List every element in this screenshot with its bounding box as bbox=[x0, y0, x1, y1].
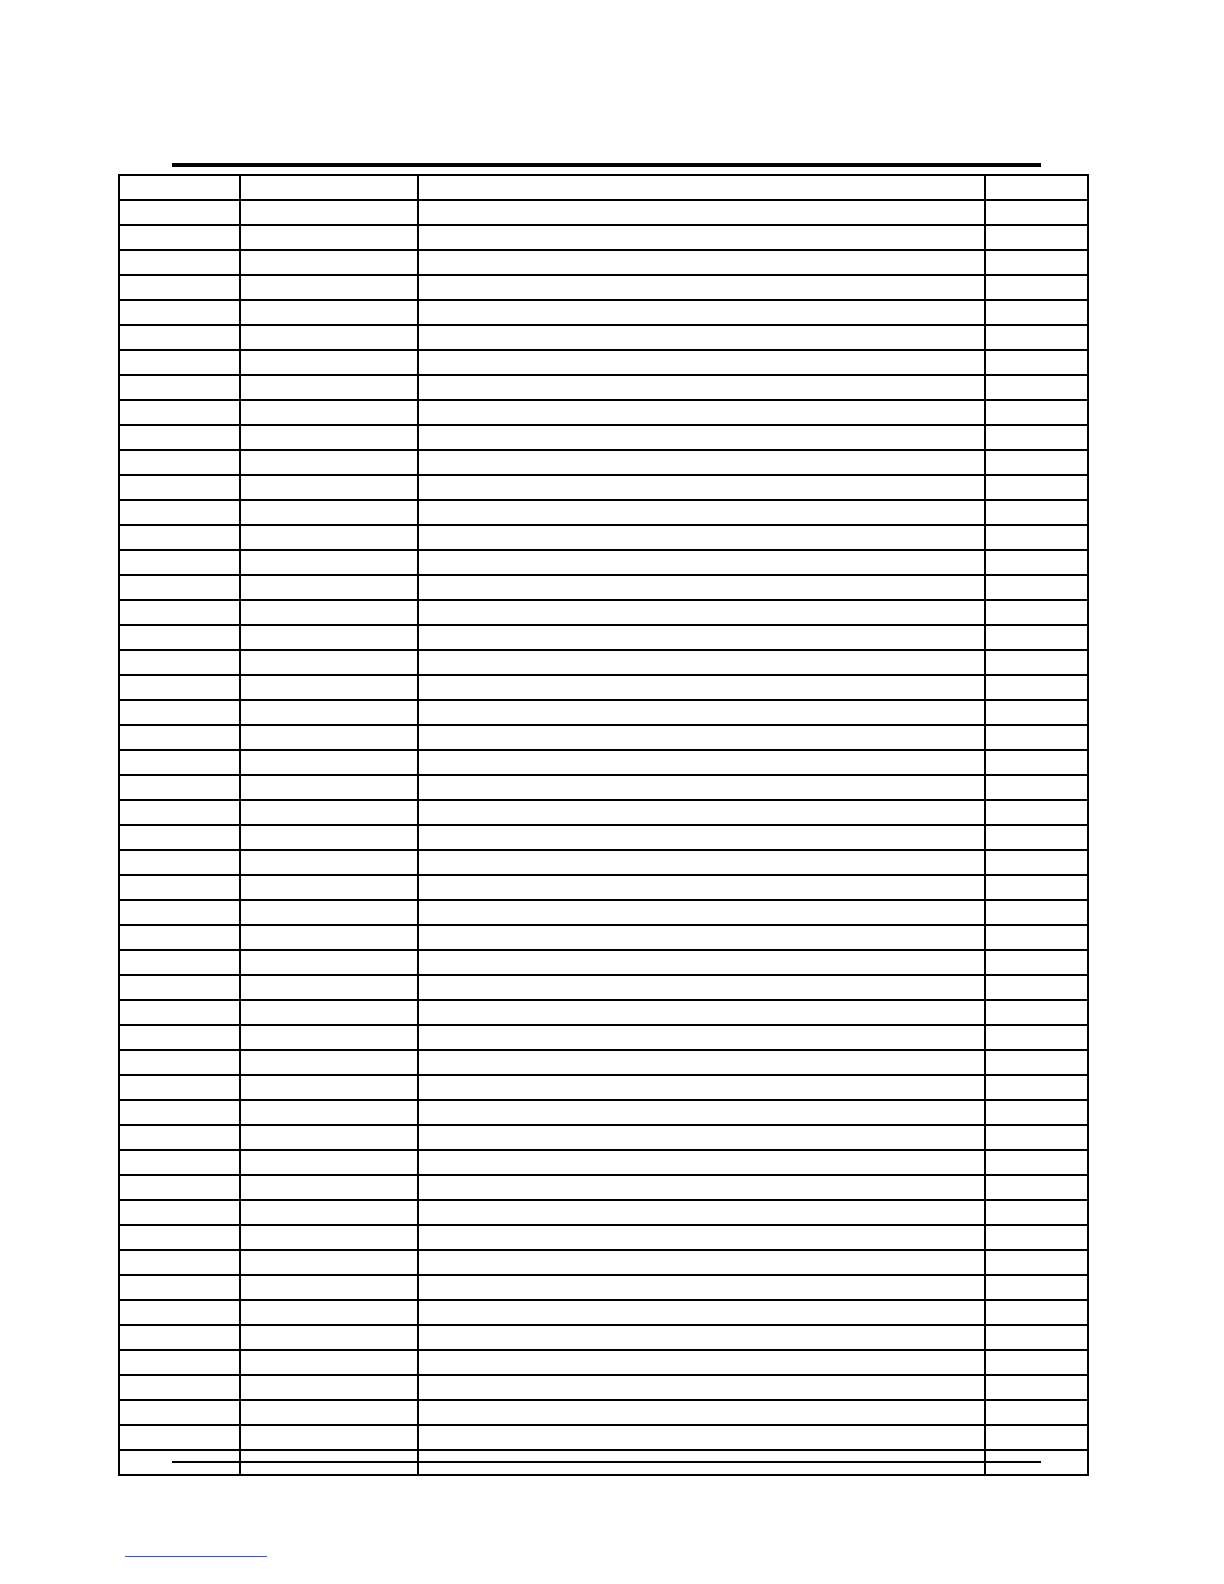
table-cell bbox=[985, 1150, 1088, 1175]
table-cell bbox=[418, 1175, 985, 1200]
table-cell bbox=[418, 175, 985, 200]
table-cell bbox=[119, 1050, 240, 1075]
table-row bbox=[119, 625, 1088, 650]
table-cell bbox=[119, 725, 240, 750]
table-row bbox=[119, 1375, 1088, 1400]
table-row bbox=[119, 700, 1088, 725]
table-cell bbox=[985, 875, 1088, 900]
table-row bbox=[119, 900, 1088, 925]
table-cell bbox=[985, 650, 1088, 675]
table-cell bbox=[418, 800, 985, 825]
table-cell bbox=[985, 1025, 1088, 1050]
table-cell bbox=[418, 425, 985, 450]
table-cell bbox=[985, 1375, 1088, 1400]
table-cell bbox=[119, 250, 240, 275]
table-cell bbox=[240, 975, 418, 1000]
table-cell bbox=[119, 200, 240, 225]
table-cell bbox=[240, 1150, 418, 1175]
table-cell bbox=[418, 400, 985, 425]
table-cell bbox=[119, 650, 240, 675]
table-cell bbox=[240, 375, 418, 400]
table-cell bbox=[418, 550, 985, 575]
table-cell bbox=[119, 850, 240, 875]
table-cell bbox=[240, 1425, 418, 1450]
table-cell bbox=[418, 975, 985, 1000]
table-cell bbox=[119, 1125, 240, 1150]
table-row bbox=[119, 1175, 1088, 1200]
table-cell bbox=[985, 175, 1088, 200]
table-cell bbox=[418, 450, 985, 475]
table-cell bbox=[240, 225, 418, 250]
table-row bbox=[119, 300, 1088, 325]
table-cell bbox=[985, 1425, 1088, 1450]
table-cell bbox=[240, 550, 418, 575]
table-cell bbox=[119, 1300, 240, 1325]
table-cell bbox=[985, 925, 1088, 950]
table-cell bbox=[418, 625, 985, 650]
table-cell bbox=[240, 900, 418, 925]
table-cell bbox=[418, 475, 985, 500]
table-cell bbox=[418, 275, 985, 300]
table-cell bbox=[418, 1250, 985, 1275]
table-cell bbox=[985, 675, 1088, 700]
table-row bbox=[119, 975, 1088, 1000]
table-cell bbox=[985, 425, 1088, 450]
table-row bbox=[119, 1275, 1088, 1300]
table-cell bbox=[119, 300, 240, 325]
table-cell bbox=[985, 1350, 1088, 1375]
table-cell bbox=[418, 925, 985, 950]
table-cell bbox=[119, 800, 240, 825]
footer-link[interactable] bbox=[125, 1556, 267, 1557]
table-cell bbox=[985, 1000, 1088, 1025]
table-cell bbox=[985, 600, 1088, 625]
table-row bbox=[119, 175, 1088, 200]
table-row bbox=[119, 250, 1088, 275]
top-rule bbox=[172, 163, 1041, 167]
table-cell bbox=[418, 825, 985, 850]
table-cell bbox=[418, 950, 985, 975]
table-cell bbox=[418, 750, 985, 775]
table-cell bbox=[119, 950, 240, 975]
table-cell bbox=[985, 750, 1088, 775]
table-row bbox=[119, 325, 1088, 350]
table-cell bbox=[119, 1325, 240, 1350]
table-cell bbox=[985, 725, 1088, 750]
table-row bbox=[119, 725, 1088, 750]
table-cell bbox=[240, 250, 418, 275]
table-cell bbox=[985, 1400, 1088, 1425]
table-cell bbox=[119, 325, 240, 350]
table-cell bbox=[985, 300, 1088, 325]
table-cell bbox=[985, 375, 1088, 400]
table-cell bbox=[985, 275, 1088, 300]
table-cell bbox=[240, 675, 418, 700]
table-cell bbox=[985, 1250, 1088, 1275]
table-cell bbox=[418, 1150, 985, 1175]
table-cell bbox=[119, 925, 240, 950]
table-cell bbox=[418, 1300, 985, 1325]
table-cell bbox=[985, 700, 1088, 725]
table-cell bbox=[985, 625, 1088, 650]
table-cell bbox=[985, 1325, 1088, 1350]
table-row bbox=[119, 1200, 1088, 1225]
table-row bbox=[119, 425, 1088, 450]
table-cell bbox=[240, 800, 418, 825]
table-row bbox=[119, 1300, 1088, 1325]
table-cell bbox=[119, 1350, 240, 1375]
table-cell bbox=[240, 350, 418, 375]
table-cell bbox=[119, 1150, 240, 1175]
table-cell bbox=[240, 650, 418, 675]
table-cell bbox=[240, 950, 418, 975]
table-cell bbox=[418, 200, 985, 225]
table-row bbox=[119, 400, 1088, 425]
table-row bbox=[119, 1100, 1088, 1125]
table-cell bbox=[119, 1025, 240, 1050]
table-cell bbox=[418, 350, 985, 375]
table-cell bbox=[119, 1200, 240, 1225]
table-cell bbox=[240, 425, 418, 450]
table-row bbox=[119, 650, 1088, 675]
table-cell bbox=[119, 350, 240, 375]
table-cell bbox=[240, 1075, 418, 1100]
table-row bbox=[119, 825, 1088, 850]
table-cell bbox=[418, 675, 985, 700]
table-cell bbox=[985, 975, 1088, 1000]
table-cell bbox=[418, 900, 985, 925]
table-cell bbox=[418, 250, 985, 275]
table-cell bbox=[119, 600, 240, 625]
table-cell bbox=[240, 175, 418, 200]
table-cell bbox=[119, 700, 240, 725]
table-cell bbox=[119, 675, 240, 700]
table-cell bbox=[240, 1125, 418, 1150]
table-cell bbox=[418, 1075, 985, 1100]
table-cell bbox=[985, 900, 1088, 925]
table-cell bbox=[240, 725, 418, 750]
table-cell bbox=[240, 300, 418, 325]
table-row bbox=[119, 1125, 1088, 1150]
table-cell bbox=[240, 275, 418, 300]
table-cell bbox=[119, 1100, 240, 1125]
table-cell bbox=[418, 1000, 985, 1025]
table-row bbox=[119, 200, 1088, 225]
table-cell bbox=[240, 575, 418, 600]
table-cell bbox=[240, 400, 418, 425]
table-cell bbox=[985, 1200, 1088, 1225]
table-cell bbox=[240, 850, 418, 875]
table-row bbox=[119, 850, 1088, 875]
table-cell bbox=[418, 700, 985, 725]
table-cell bbox=[240, 775, 418, 800]
table-cell bbox=[418, 575, 985, 600]
table-cell bbox=[240, 625, 418, 650]
table-cell bbox=[418, 775, 985, 800]
table-cell bbox=[240, 700, 418, 725]
table-cell bbox=[119, 275, 240, 300]
table-cell bbox=[119, 1075, 240, 1100]
table-cell bbox=[985, 200, 1088, 225]
table-cell bbox=[985, 1050, 1088, 1075]
table-row bbox=[119, 1350, 1088, 1375]
table-cell bbox=[985, 800, 1088, 825]
table-cell bbox=[985, 325, 1088, 350]
table-cell bbox=[119, 975, 240, 1000]
table-row bbox=[119, 675, 1088, 700]
table-cell bbox=[418, 875, 985, 900]
table-cell bbox=[119, 575, 240, 600]
table-row bbox=[119, 800, 1088, 825]
table-cell bbox=[119, 550, 240, 575]
table-cell bbox=[985, 1300, 1088, 1325]
table-row bbox=[119, 350, 1088, 375]
table-cell bbox=[119, 1375, 240, 1400]
table-cell bbox=[418, 1400, 985, 1425]
table-row bbox=[119, 550, 1088, 575]
table-row bbox=[119, 1000, 1088, 1025]
table-cell bbox=[119, 900, 240, 925]
table-cell bbox=[418, 1275, 985, 1300]
table-row bbox=[119, 1325, 1088, 1350]
table-cell bbox=[985, 1175, 1088, 1200]
table-cell bbox=[985, 575, 1088, 600]
table-cell bbox=[418, 1325, 985, 1350]
table-cell bbox=[985, 950, 1088, 975]
table-cell bbox=[240, 1250, 418, 1275]
table-row bbox=[119, 375, 1088, 400]
table-cell bbox=[418, 725, 985, 750]
table-cell bbox=[119, 1400, 240, 1425]
table-cell bbox=[119, 400, 240, 425]
table-row bbox=[119, 950, 1088, 975]
table-row bbox=[119, 925, 1088, 950]
table-body bbox=[119, 175, 1088, 1475]
table-cell bbox=[240, 1100, 418, 1125]
table-cell bbox=[985, 350, 1088, 375]
table-cell bbox=[119, 375, 240, 400]
table-cell bbox=[240, 325, 418, 350]
table-cell bbox=[119, 1000, 240, 1025]
table-cell bbox=[985, 450, 1088, 475]
table-cell bbox=[985, 1075, 1088, 1100]
table-row bbox=[119, 600, 1088, 625]
table-cell bbox=[119, 1425, 240, 1450]
table-cell bbox=[240, 825, 418, 850]
table-cell bbox=[119, 825, 240, 850]
table-cell bbox=[418, 1225, 985, 1250]
table-row bbox=[119, 875, 1088, 900]
table-cell bbox=[985, 1125, 1088, 1150]
table-cell bbox=[119, 175, 240, 200]
table-cell bbox=[418, 300, 985, 325]
table-cell bbox=[985, 825, 1088, 850]
table-cell bbox=[240, 525, 418, 550]
blank-grid-table bbox=[118, 174, 1089, 1476]
table-cell bbox=[985, 475, 1088, 500]
table-cell bbox=[985, 850, 1088, 875]
table-cell bbox=[240, 1025, 418, 1050]
table-row bbox=[119, 1075, 1088, 1100]
table-cell bbox=[119, 425, 240, 450]
table-cell bbox=[985, 775, 1088, 800]
table-cell bbox=[418, 1425, 985, 1450]
table-row bbox=[119, 1400, 1088, 1425]
table-cell bbox=[240, 1350, 418, 1375]
table-cell bbox=[418, 225, 985, 250]
bottom-rule bbox=[172, 1461, 1041, 1463]
table-cell bbox=[119, 625, 240, 650]
table-cell bbox=[240, 1200, 418, 1225]
table-cell bbox=[418, 1375, 985, 1400]
table-cell bbox=[119, 1175, 240, 1200]
table-cell bbox=[240, 1275, 418, 1300]
table-cell bbox=[985, 250, 1088, 275]
table-cell bbox=[119, 1250, 240, 1275]
table-cell bbox=[985, 550, 1088, 575]
table-cell bbox=[418, 500, 985, 525]
table-cell bbox=[240, 1225, 418, 1250]
table-cell bbox=[240, 475, 418, 500]
table-row bbox=[119, 1425, 1088, 1450]
table-cell bbox=[240, 1175, 418, 1200]
table-cell bbox=[418, 525, 985, 550]
table-cell bbox=[240, 1400, 418, 1425]
table-row bbox=[119, 525, 1088, 550]
table-row bbox=[119, 775, 1088, 800]
table-cell bbox=[240, 1000, 418, 1025]
table-cell bbox=[240, 1050, 418, 1075]
table-cell bbox=[418, 1200, 985, 1225]
table-cell bbox=[119, 475, 240, 500]
table-cell bbox=[119, 525, 240, 550]
table-cell bbox=[119, 750, 240, 775]
table-row bbox=[119, 450, 1088, 475]
table-cell bbox=[119, 450, 240, 475]
table-cell bbox=[119, 1275, 240, 1300]
table-cell bbox=[240, 200, 418, 225]
table-cell bbox=[418, 1125, 985, 1150]
table-cell bbox=[985, 1275, 1088, 1300]
table-cell bbox=[985, 500, 1088, 525]
table-row bbox=[119, 1025, 1088, 1050]
table-cell bbox=[418, 1350, 985, 1375]
table-cell bbox=[119, 500, 240, 525]
table-cell bbox=[418, 325, 985, 350]
table-row bbox=[119, 1150, 1088, 1175]
table-cell bbox=[240, 1300, 418, 1325]
table-cell bbox=[985, 400, 1088, 425]
table-cell bbox=[240, 1375, 418, 1400]
table-cell bbox=[418, 375, 985, 400]
table-cell bbox=[240, 600, 418, 625]
table-cell bbox=[240, 450, 418, 475]
table-row bbox=[119, 500, 1088, 525]
table-cell bbox=[985, 225, 1088, 250]
table-cell bbox=[985, 525, 1088, 550]
table-cell bbox=[240, 875, 418, 900]
table-cell bbox=[119, 775, 240, 800]
table-cell bbox=[418, 600, 985, 625]
table-cell bbox=[418, 1100, 985, 1125]
table-cell bbox=[418, 650, 985, 675]
table-cell bbox=[418, 850, 985, 875]
table-cell bbox=[119, 225, 240, 250]
table-cell bbox=[418, 1025, 985, 1050]
table-row bbox=[119, 475, 1088, 500]
table-row bbox=[119, 1225, 1088, 1250]
table-cell bbox=[119, 1225, 240, 1250]
table-cell bbox=[240, 750, 418, 775]
table-row bbox=[119, 275, 1088, 300]
table-cell bbox=[985, 1225, 1088, 1250]
table-row bbox=[119, 1050, 1088, 1075]
table-row bbox=[119, 1250, 1088, 1275]
table-cell bbox=[418, 1050, 985, 1075]
table-cell bbox=[119, 875, 240, 900]
table-row bbox=[119, 575, 1088, 600]
table-cell bbox=[240, 1325, 418, 1350]
table-row bbox=[119, 750, 1088, 775]
table-cell bbox=[240, 925, 418, 950]
table-cell bbox=[240, 500, 418, 525]
table-row bbox=[119, 225, 1088, 250]
table-cell bbox=[985, 1100, 1088, 1125]
